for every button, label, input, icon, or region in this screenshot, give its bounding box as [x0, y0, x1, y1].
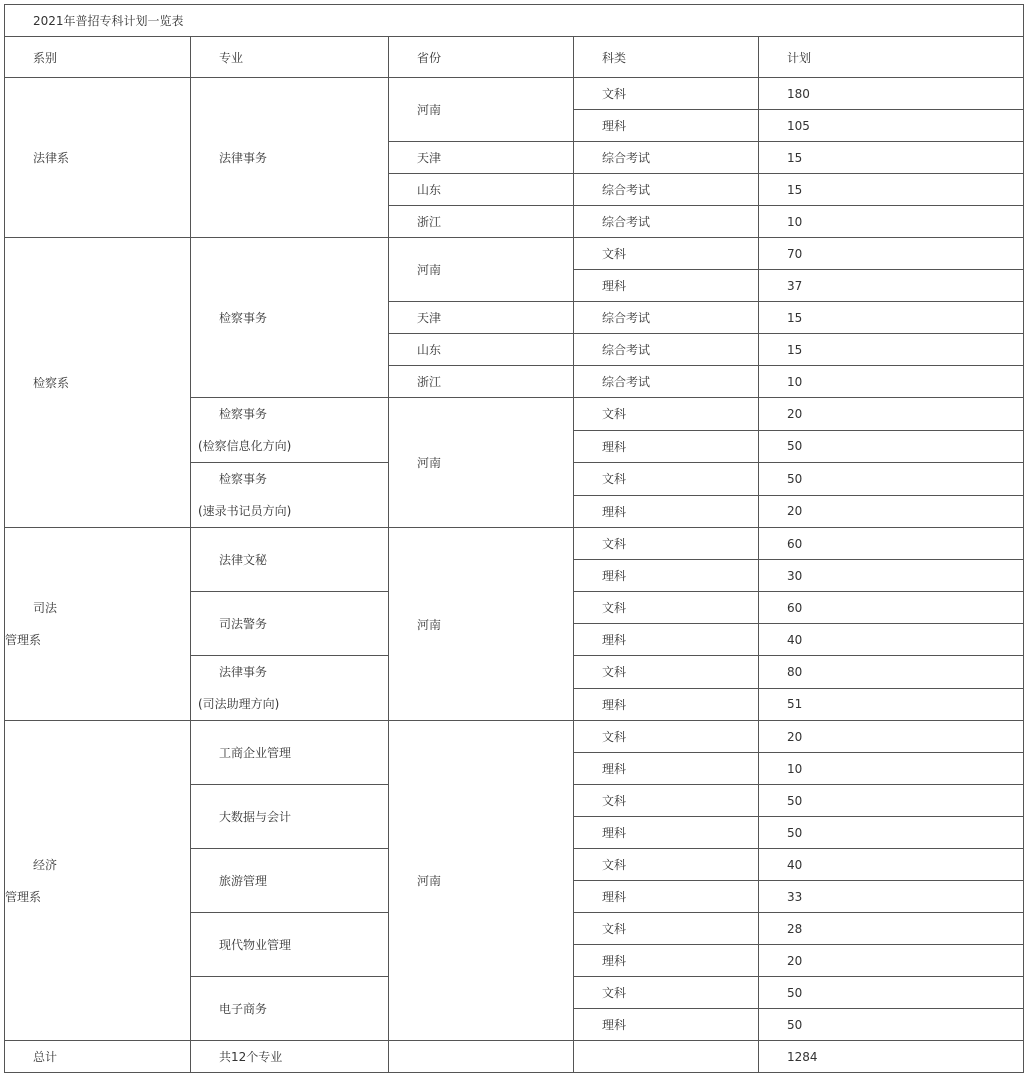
major-name: 法律事务 — [219, 665, 268, 679]
category-cell: 理科 — [574, 560, 759, 592]
plan-cell: 20 — [759, 721, 1024, 753]
province-cell: 河南 — [389, 238, 574, 302]
department-name-line2: 管理系 — [5, 889, 42, 904]
province-cell: 河南 — [389, 398, 574, 528]
category-cell: 文科 — [574, 977, 759, 1009]
plan-cell: 15 — [759, 174, 1024, 206]
category-cell: 综合考试 — [574, 206, 759, 238]
plan-cell: 51 — [759, 688, 1024, 721]
department-cell — [5, 721, 191, 1041]
plan-cell: 30 — [759, 560, 1024, 592]
table-title: 2021年普招专科计划一览表 — [5, 5, 1024, 37]
category-cell: 理科 — [574, 881, 759, 913]
plan-cell: 10 — [759, 206, 1024, 238]
major-cell: 大数据与会计 — [191, 785, 389, 849]
plan-cell: 37 — [759, 270, 1024, 302]
category-cell: 文科 — [574, 78, 759, 110]
province-cell: 山东 — [389, 174, 574, 206]
plan-cell: 40 — [759, 624, 1024, 656]
major-direction: (司法助理方向) — [198, 697, 280, 711]
category-cell: 综合考试 — [574, 366, 759, 398]
category-cell: 理科 — [574, 495, 759, 528]
plan-cell: 50 — [759, 430, 1024, 463]
plan-cell: 60 — [759, 592, 1024, 624]
province-cell: 河南 — [389, 721, 574, 1041]
plan-cell: 180 — [759, 78, 1024, 110]
plan-cell: 70 — [759, 238, 1024, 270]
header-province: 省份 — [389, 37, 574, 78]
plan-cell: 50 — [759, 977, 1024, 1009]
plan-cell: 105 — [759, 110, 1024, 142]
department-cell: 检察系 — [5, 238, 191, 528]
major-cell: 电子商务 — [191, 977, 389, 1041]
table-row — [5, 528, 1024, 560]
plan-cell: 60 — [759, 528, 1024, 560]
plan-cell: 20 — [759, 398, 1024, 431]
plan-cell: 10 — [759, 753, 1024, 785]
major-name: 检察事务 — [219, 407, 268, 421]
major-cell — [191, 656, 389, 721]
plan-cell: 15 — [759, 334, 1024, 366]
major-direction: (检察信息化方向) — [198, 439, 292, 453]
total-province-empty — [389, 1041, 574, 1073]
province-cell: 河南 — [389, 528, 574, 721]
category-cell: 理科 — [574, 624, 759, 656]
major-cell — [191, 463, 389, 528]
category-cell: 综合考试 — [574, 174, 759, 206]
category-cell: 文科 — [574, 398, 759, 431]
plan-cell: 50 — [759, 785, 1024, 817]
total-category-empty — [574, 1041, 759, 1073]
plan-cell: 10 — [759, 366, 1024, 398]
table-row — [5, 238, 1024, 270]
header-department: 系别 — [5, 37, 191, 78]
category-cell: 文科 — [574, 913, 759, 945]
category-cell: 理科 — [574, 1009, 759, 1041]
plan-cell: 40 — [759, 849, 1024, 881]
plan-cell: 33 — [759, 881, 1024, 913]
plan-cell: 15 — [759, 302, 1024, 334]
plan-cell: 50 — [759, 1009, 1024, 1041]
total-majors: 共12个专业 — [191, 1041, 389, 1073]
department-name-line2: 管理系 — [5, 633, 42, 647]
table-header-row — [5, 37, 1024, 78]
header-category: 科类 — [574, 37, 759, 78]
category-cell: 文科 — [574, 849, 759, 881]
department-name-line1: 经济 — [33, 857, 58, 872]
table-title-row — [5, 5, 1024, 37]
plan-cell: 50 — [759, 463, 1024, 496]
category-cell: 文科 — [574, 463, 759, 496]
category-cell: 文科 — [574, 528, 759, 560]
major-name: 检察事务 — [219, 472, 268, 486]
category-cell: 理科 — [574, 688, 759, 721]
province-cell: 浙江 — [389, 366, 574, 398]
major-cell: 法律事务 — [191, 78, 389, 238]
major-cell: 现代物业管理 — [191, 913, 389, 977]
province-cell: 山东 — [389, 334, 574, 366]
category-cell: 文科 — [574, 721, 759, 753]
major-cell — [191, 398, 389, 463]
department-cell: 法律系 — [5, 78, 191, 238]
category-cell: 文科 — [574, 785, 759, 817]
category-cell: 理科 — [574, 817, 759, 849]
category-cell: 理科 — [574, 945, 759, 977]
category-cell: 文科 — [574, 238, 759, 270]
department-cell — [5, 528, 191, 721]
province-cell: 天津 — [389, 142, 574, 174]
category-cell: 综合考试 — [574, 334, 759, 366]
enrollment-plan-table — [4, 4, 1024, 1073]
category-cell: 综合考试 — [574, 302, 759, 334]
plan-cell: 20 — [759, 495, 1024, 528]
table-row — [5, 721, 1024, 753]
category-cell: 理科 — [574, 430, 759, 463]
category-cell: 理科 — [574, 110, 759, 142]
plan-cell: 50 — [759, 817, 1024, 849]
major-direction: (速录书记员方向) — [198, 504, 292, 518]
plan-cell: 28 — [759, 913, 1024, 945]
category-cell: 文科 — [574, 656, 759, 689]
major-cell: 旅游管理 — [191, 849, 389, 913]
province-cell: 浙江 — [389, 206, 574, 238]
category-cell: 文科 — [574, 592, 759, 624]
department-name-line1: 司法 — [33, 601, 58, 615]
major-cell: 检察事务 — [191, 238, 389, 398]
major-cell: 司法警务 — [191, 592, 389, 656]
major-cell: 法律文秘 — [191, 528, 389, 592]
province-cell: 河南 — [389, 78, 574, 142]
total-row — [5, 1041, 1024, 1073]
category-cell: 理科 — [574, 753, 759, 785]
plan-cell: 15 — [759, 142, 1024, 174]
total-plan: 1284 — [759, 1041, 1024, 1073]
category-cell: 理科 — [574, 270, 759, 302]
category-cell: 综合考试 — [574, 142, 759, 174]
header-plan: 计划 — [759, 37, 1024, 78]
plan-cell: 20 — [759, 945, 1024, 977]
total-label: 总计 — [5, 1041, 191, 1073]
province-cell: 天津 — [389, 302, 574, 334]
major-cell: 工商企业管理 — [191, 721, 389, 785]
table-row — [5, 78, 1024, 110]
plan-cell: 80 — [759, 656, 1024, 689]
header-major: 专业 — [191, 37, 389, 78]
